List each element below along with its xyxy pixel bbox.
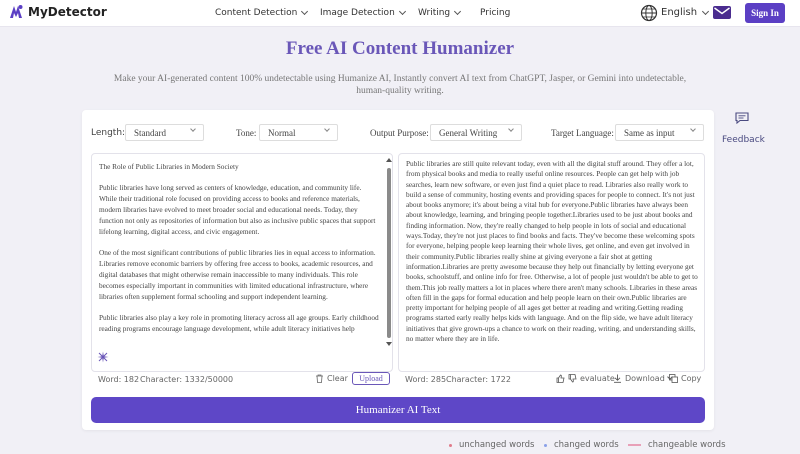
scrollbar-thumb[interactable] [387,168,391,338]
nav-item-label: Content Detection [215,8,298,18]
page-subtitle: Make your AI-generated content 100% undetectable using Humanize AI, Instantly convert AI text from ChatGPT, Jasper, or Gemini into undetectable, human-quality writing. [113,74,687,96]
copy-button[interactable] [669,374,701,383]
input-paragraph: One of the most significant contributions of public libraries lies in equal access to information. Libraries remove economic barriers by offering free access to books, academic resources, and digital databases that might otherwise remain inaccessible to many individuals. This role becomes especially important in communities with limited educational infrastructure, where libraries often supplement formal schooling and support independent learning. [99,248,376,301]
thumbs-down-icon [568,374,577,383]
legend-marker [628,444,641,446]
language-select[interactable] [661,7,708,18]
tone-value: Normal [268,128,296,138]
legend-marker [449,444,452,447]
copy-label: Copy [681,374,702,383]
legend-label: changed words [554,440,619,450]
chevron-down-icon [690,126,696,132]
evaluate-button[interactable] [556,374,615,383]
input-text-area[interactable] [91,153,393,372]
input-paragraph: Public libraries have long served as centers of knowledge, education, and community life. While their traditional role focused on providing access to books and reference materials, modern libraries have evolved to meet broader social and educational needs. Today, they function not only as repositories of information but also as inclusive public spaces that support lifelong learning, digital access, and civic engagement. [99,183,376,236]
input-word-count: Word: 182 [98,375,140,384]
nav-writing[interactable] [418,8,460,18]
language-label: English [661,7,698,18]
chevron-down-icon [190,126,196,132]
brand-name: MyDetector [28,5,107,19]
download-icon [613,374,622,383]
chevron-down-icon [399,8,406,15]
legend-marker [544,444,547,447]
download-label: Download [625,374,665,383]
tone-select[interactable] [259,124,338,141]
sign-in-button[interactable]: Sign In [745,3,785,23]
top-navbar [0,0,800,27]
input-scrollbar[interactable] [386,158,392,348]
upload-button[interactable]: Upload [352,372,390,385]
feedback-button[interactable] [722,112,765,145]
output-purpose-label: Output Purpose: [370,128,429,138]
chevron-down-icon [454,8,461,15]
input-text[interactable] [99,161,379,347]
input-title: The Role of Public Libraries in Modern Society [99,162,239,171]
output-purpose-select[interactable] [430,124,522,141]
nav-pricing[interactable] [480,8,510,18]
chat-icon [735,112,749,124]
chevron-down-icon [508,126,514,132]
clear-label: Clear [327,374,348,383]
output-character-count: Character: 1722 [446,375,511,384]
target-language-value: Same as input [624,128,675,138]
legend-unchanged [449,440,534,450]
legend-label: unchanged words [459,440,535,450]
legend-changed [544,440,619,450]
input-character-count: Character: 1332/50000 [140,375,234,384]
length-label: Length: [91,128,126,138]
trash-icon [315,374,324,383]
globe-icon[interactable] [640,4,658,22]
download-button[interactable] [613,374,672,383]
mail-icon[interactable] [713,6,731,19]
output-word-count: Word: 285 [405,375,447,384]
legend-changeable [628,440,726,450]
chevron-down-icon [301,8,308,15]
legend-label: changeable words [648,440,726,450]
logo-icon [8,4,24,20]
scroll-up-arrow-icon[interactable] [386,158,392,162]
nav-content-detection[interactable] [215,8,307,18]
nav-item-label: Pricing [480,8,511,18]
output-purpose-value: General Writing [439,128,498,138]
tone-label: Tone: [236,128,257,138]
output-text: Public libraries are still quite relevant today, even with all the digital stuff around. They offer a lot, from physical books and media to really useful online resources. People can get help with job searches, learn new software, or even just find a quiet place to read. Libraries also really work to build a sense of community, hosting events and providing spaces for people to connect. It's not just about books anymore; it's about being a vital hub for everyone.Public libraries have always been about knowledge, learning, and bringing people together.Libraries used to be just about books and finding information. Now, they're really changed to help people in lots of social and educational ways.Today, they're not just places to find books and facts. They've become these welcoming spots for everyone, helping people keep learning their whole lives, get online, and even get involved in their community.Public libraries really shine at giving everyone a fair shot at getting information.Libraries are pretty awesome because they help out financially by letting everyone get books, schoolstuff, and online info for free. Otherwise, a lot of people just wouldn't be able to get to them.This job really matters a lot in places where there aren't many schools. Libraries in these areas often fill in the gaps for formal education and help people learn on their own.Public libraries are pretty important for helping people of all ages get better at reading and writing.Getting reading programs started early really helps kids with language. And on the flip side, we have adult literacy initiatives that give grown-ups a chance to work on their reading, writing, and understanding skills, no matter where they are in life. [406,159,698,344]
length-value: Standard [134,128,166,138]
nav-item-label: Image Detection [320,8,395,18]
length-select[interactable] [125,124,204,141]
sparkle-icon[interactable] [97,351,109,363]
humanize-button[interactable]: Humanizer AI Text [91,397,705,423]
feedback-label: Feedback [722,135,765,145]
clear-button[interactable] [315,374,348,383]
thumbs-up-icon [556,374,565,383]
copy-icon [669,374,678,383]
evaluate-label: evaluate [580,374,615,383]
scroll-down-arrow-icon[interactable] [386,342,392,346]
target-language-label: Target Language: [551,128,614,138]
target-language-select[interactable] [615,124,704,141]
page-title: Free AI Content Humanizer [285,38,515,59]
input-paragraph: Public libraries also play a key role in promoting literacy across all age groups. Early childhood reading programs encourage language development, while adult literacy initiatives help [99,313,379,333]
nav-image-detection[interactable] [320,8,405,18]
nav-item-label: Writing [418,8,451,18]
output-text-area [398,153,705,372]
brand-logo[interactable] [8,4,107,20]
chevron-down-icon [324,126,330,132]
chevron-down-icon [702,7,709,14]
